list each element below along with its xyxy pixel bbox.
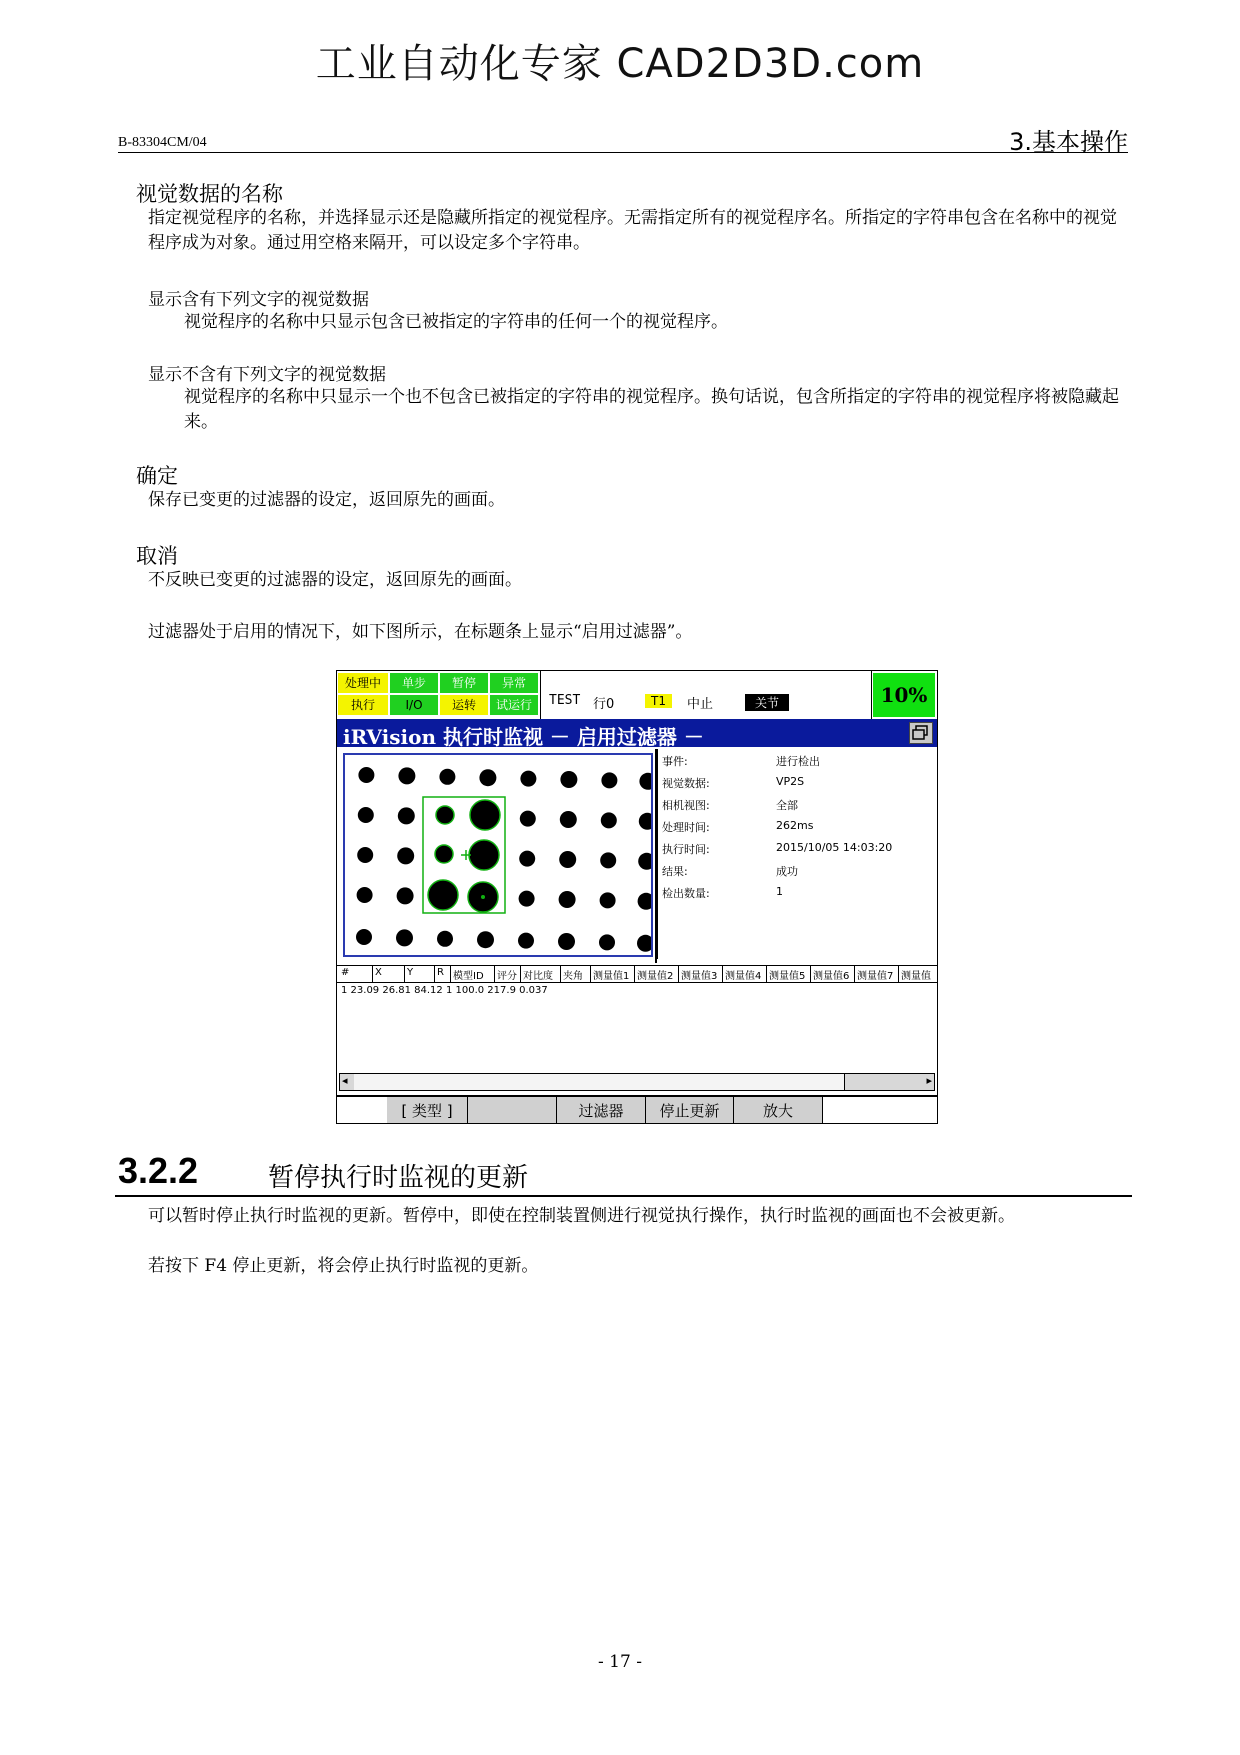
info-value: 262ms [776,819,814,832]
dot [519,891,535,907]
dot [358,807,374,823]
heading-include: 显示含有下列文字的视觉数据 [148,290,369,310]
header-rule [118,152,1128,153]
para-vision-name: 指定视觉程序的名称，并选择显示还是隐藏所指定的视觉程序。无需指定所有的视觉程序名。所指定的字符串包含在名称中的视觉程序成为对象。通过用空格来隔开，可以设定多个字符串。 [148,208,1117,253]
dot [398,807,415,824]
info-key: 结果: [662,865,688,878]
coord-badge: 关节 [745,694,789,711]
dot [559,851,576,868]
dot [520,771,536,787]
info-value: 成功 [776,865,798,878]
runtime-monitor-screen [336,670,938,1124]
info-row [662,819,932,837]
section-number: 3.2.2 [118,1150,199,1191]
dot [397,887,414,904]
watermark: 工业自动化专家 CAD2D3D.com [315,41,925,87]
status-step: 单步 [390,673,438,693]
line-number: 行0 [593,697,615,712]
status-bar [337,671,937,720]
info-key: 检出数量: [662,887,710,900]
scroll-left-icon[interactable]: ◂ [342,1074,348,1087]
table-header-cell: 测量值1 [593,971,630,982]
dot [601,772,617,788]
detected-dot [470,800,500,830]
table-header-cell: 测量值3 [681,971,718,982]
dot [559,891,576,908]
function-key-bar [337,1095,937,1124]
status-tcyc: 试运行 [490,695,538,715]
table-header-cell: 测量值 [901,971,931,982]
dot [398,767,415,784]
info-key: 执行时间: [662,843,710,856]
info-row [662,753,932,771]
para-cancel: 不反映已变更的过滤器的设定，返回原先的画面。 [148,570,522,590]
table-header-cell: 评分 [497,971,517,982]
dot [637,935,651,952]
override-indicator: 10% [873,673,935,717]
info-row [662,775,932,793]
dot [357,887,373,903]
f4-stop-update-button[interactable]: 停止更新 [646,1097,734,1124]
table-header-cell: 测量值2 [637,971,674,982]
status-run: 执行 [338,695,388,715]
doc-code: B-83304CM/04 [118,135,207,150]
table-header-cell: 测量值5 [769,971,806,982]
dot [601,812,617,828]
status-io: I/O [390,695,438,715]
horizontal-scrollbar[interactable] [339,1073,935,1091]
dot [358,767,374,783]
heading-vision-name: 视觉数据的名称 [136,182,283,206]
dot [638,893,651,910]
f1-type-button[interactable]: [ 类型 ] [387,1097,468,1124]
result-info-panel [657,749,936,959]
info-key: 相机视图: [662,799,710,812]
dot [519,851,535,867]
table-header-cell: Y [407,967,414,978]
info-row [662,885,932,903]
screen-title: iRVision 执行时监视 － 启用过滤器 － [343,725,704,749]
dot [558,933,575,950]
camera-image [343,753,653,957]
scroll-right-icon[interactable]: ▸ [926,1074,932,1087]
info-value: 1 [776,885,783,898]
status-hold: 暂停 [440,673,488,693]
f3-filter-button[interactable]: 过滤器 [557,1097,646,1124]
para-ok: 保存已变更的过滤器的设定，返回原先的画面。 [148,490,505,510]
heading-exclude: 显示不含有下列文字的视觉数据 [148,365,386,385]
dot-grid-image [345,755,651,955]
run-state: 中止 [687,697,714,712]
status-fault: 异常 [490,673,538,693]
heading-cancel: 取消 [136,544,178,568]
para-filter-note: 过滤器处于启用的情况下，如下图所示，在标题条上显示“启用过滤器”。 [148,622,693,642]
info-value: 2015/10/05 14:03:20 [776,841,893,854]
info-key: 处理时间: [662,821,710,834]
dot [638,853,651,870]
screen-title-bar [337,719,937,747]
detected-dot [428,880,458,910]
status-busy: 处理中 [338,673,388,693]
detected-dot [436,806,454,824]
info-key: 视觉数据: [662,777,710,790]
detected-dot [435,845,453,863]
para-322-2: 若按下 F4 停止更新，将会停止执行时监视的更新。 [148,1256,539,1276]
info-row [662,863,932,881]
chapter-title: 3.基本操作 [1009,128,1128,156]
dot [479,769,496,786]
info-row [662,797,932,815]
f5-zoom-button[interactable]: 放大 [734,1097,823,1124]
mode-badge: T1 [645,694,672,708]
table-header-cell: X [375,967,382,978]
info-value: 全部 [776,799,798,812]
detected-dot [469,840,499,870]
f2-button[interactable] [468,1097,557,1124]
para-include: 视觉程序的名称中只显示包含已被指定的字符串的任何一个的视觉程序。 [184,312,728,332]
table-header-cell: 测量值7 [857,971,894,982]
dot [437,931,453,947]
center-mark [481,895,485,899]
dot [396,929,413,946]
table-header-cell: R [437,967,444,978]
dot [439,769,455,785]
scroll-thumb[interactable] [354,1074,845,1090]
status-prod: 运转 [440,695,488,715]
dot [560,771,577,788]
dot [518,933,534,949]
dot [639,813,651,830]
dot [599,934,615,950]
dot [520,811,536,827]
info-value: 进行检出 [776,755,820,768]
restore-window-icon[interactable] [909,722,933,744]
para-322-1: 可以暂时停止执行时监视的更新。暂停中，即使在控制装置侧进行视觉执行操作，执行时监视的画面也不会被更新。 [148,1206,1015,1226]
dot [600,852,616,868]
table-row: 1 23.09 26.81 84.12 1 100.0 217.9 0.037 [341,985,548,996]
table-header-cell: 模型ID [453,971,484,982]
dot [560,811,577,828]
dot [477,931,494,948]
table-header-cell: 对比度 [523,971,553,982]
info-key: 事件: [662,755,688,768]
table-header-cell: 测量值4 [725,971,762,982]
section-title: 暂停执行时监视的更新 [268,1163,529,1193]
heading-ok: 确定 [136,464,178,488]
result-table-header [337,965,937,983]
page-number: - 17 - [598,1652,642,1672]
info-value: VP2S [776,775,805,788]
dot [639,773,651,790]
para-exclude: 视觉程序的名称中只显示一个也不包含已被指定的字符串的视觉程序。换句话说，包含所指定的字符串的视觉程序将被隐藏起来。 [184,387,1119,432]
dot [356,929,372,945]
dot [600,892,616,908]
program-name: TEST [549,693,581,708]
table-header-cell: # [341,967,350,978]
dot [357,847,373,863]
info-row [662,841,932,859]
dot [397,847,414,864]
table-header-cell: 测量值6 [813,971,850,982]
section-rule [115,1195,1132,1197]
table-header-cell: 夹角 [563,971,583,982]
